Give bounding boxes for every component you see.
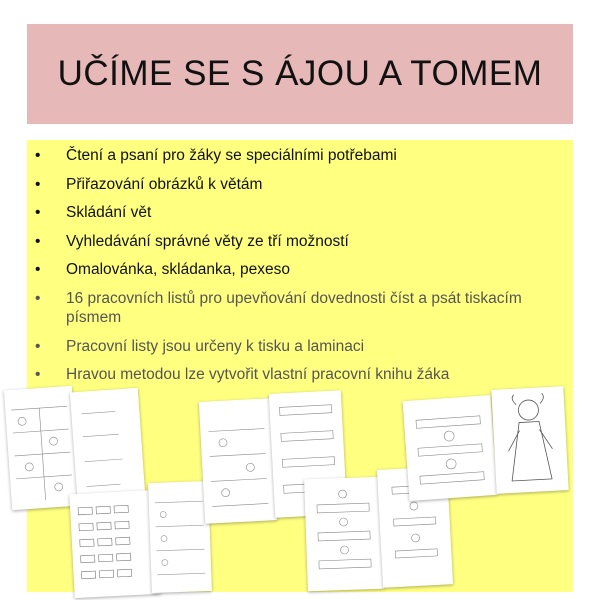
list-item: • Čtení a psaní pro žáky se speciálními potřebami (35, 146, 565, 166)
worksheet-thumbnail (199, 398, 277, 524)
list-item: • Hravou metodou lze vytvořit vlastní pracovní knihu žáka (35, 365, 565, 385)
list-item: • Omalovánka, skládanka, pexeso (35, 260, 565, 280)
worksheet-thumbnail (148, 481, 212, 593)
coloring-page-thumbnail (491, 386, 568, 494)
worksheet-thumbnail (4, 386, 80, 510)
worksheet-thumbnail (69, 490, 160, 598)
list-item: • 16 pracovních listů pro upevňování dovednosti číst a psát tiskacím písmem (35, 289, 565, 328)
list-item: • Vyhledávání správné věty ze tří možností (35, 232, 565, 252)
page-title: UČÍME SE S ÁJOU A TOMEM (57, 54, 543, 93)
feature-list (35, 146, 565, 394)
list-item: • Pracovní listy jsou určeny k tisku a laminaci (35, 337, 565, 357)
worksheet-thumbnail (403, 395, 498, 501)
list-item: • Skládání vět (35, 203, 565, 223)
worksheet-thumbnail (304, 477, 384, 592)
title-banner (27, 24, 573, 124)
list-item: • Přiřazování obrázků k větám (35, 175, 565, 195)
